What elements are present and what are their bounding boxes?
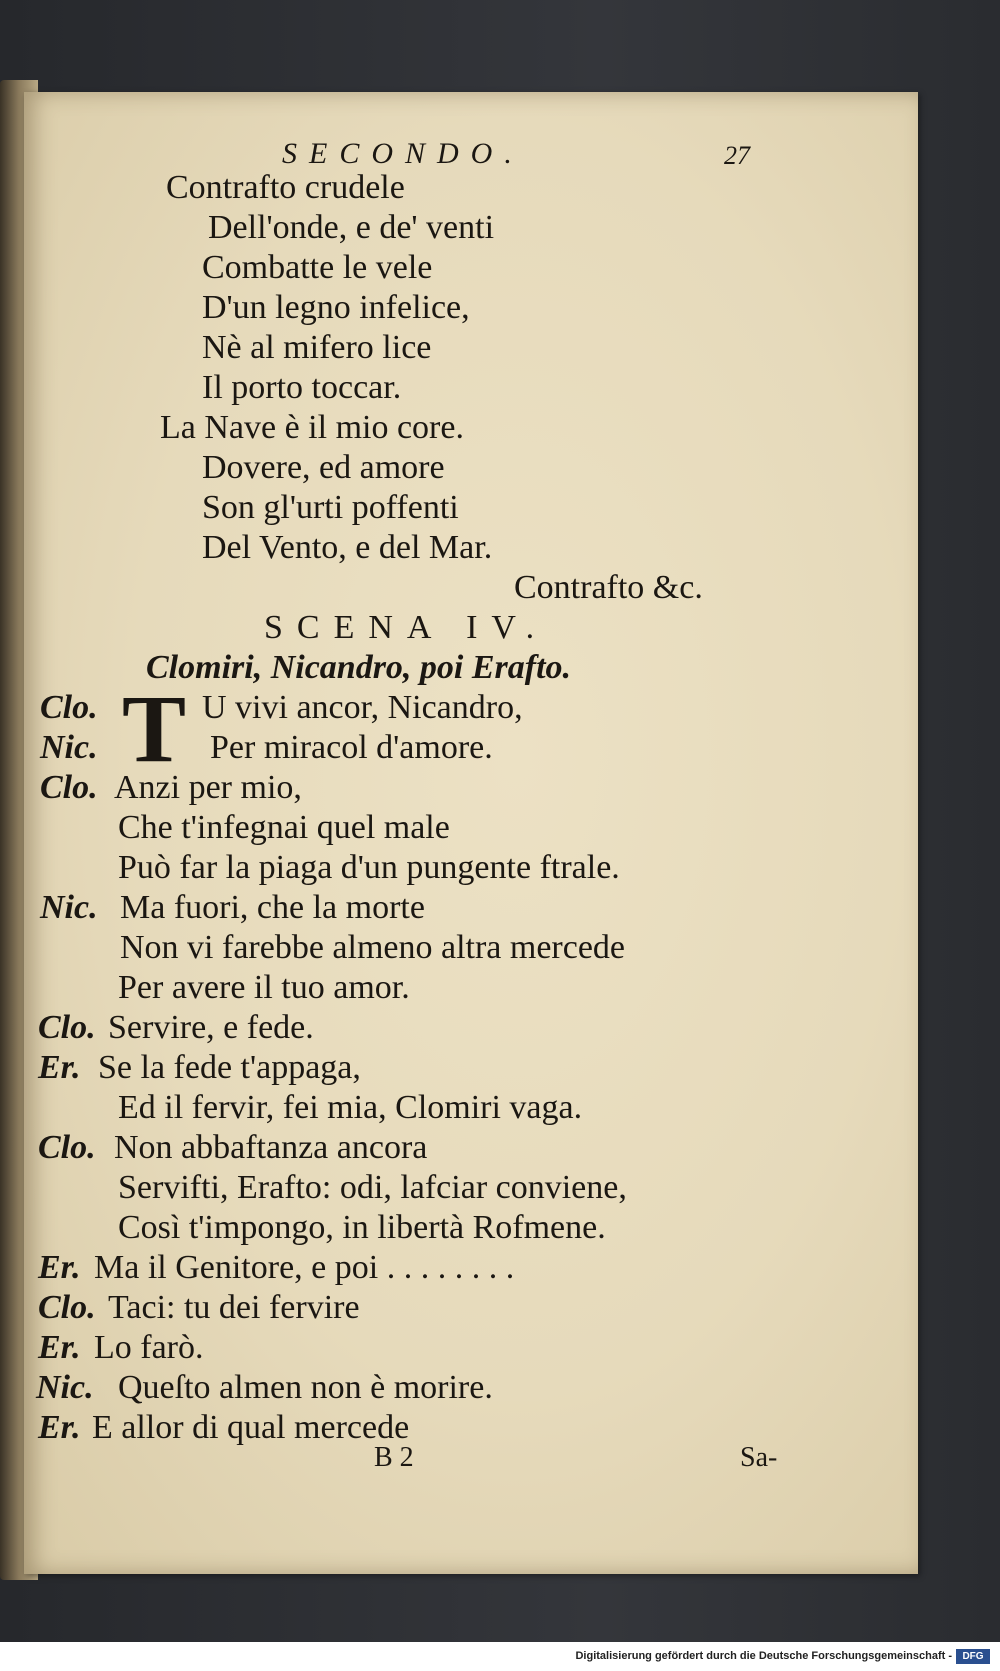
catchword: Sa- <box>740 1442 778 1473</box>
page-number: 27 <box>724 141 750 170</box>
speaker-label: Clo. <box>38 1009 96 1046</box>
aria-line: Contrafto crudele <box>166 169 405 206</box>
dialogue-line: Servire, e fede. <box>108 1009 314 1046</box>
dfg-logo-icon: DFG <box>956 1649 990 1664</box>
speaker-label: Clo. <box>38 1289 96 1326</box>
running-head: SECONDO. <box>282 137 524 170</box>
dialogue-line: Ed il fervir, fei mia, Clomiri vaga. <box>118 1089 583 1126</box>
speaker-label: Er. <box>38 1249 81 1286</box>
dialogue-line: Queſto almen non è morire. <box>118 1369 493 1406</box>
dialogue-line: Può far la piaga d'un pungente ftrale. <box>118 849 620 886</box>
speaker-label: Nic. <box>40 729 98 766</box>
dialogue-line: Se la fede t'appaga, <box>98 1049 361 1086</box>
speaker-label: Nic. <box>40 889 98 926</box>
aria-line: D'un legno infelice, <box>202 289 470 326</box>
dialogue-line: E allor di qual mercede <box>92 1409 410 1446</box>
speaker-label: Clo. <box>38 1129 96 1166</box>
footer-credit: Digitalisierung gefördert durch die Deutsche Forschungsgemeinschaft - <box>575 1650 952 1662</box>
dialogue-line: Che t'infegnai quel male <box>118 809 450 846</box>
scene-heading: SCENA IV. <box>264 609 549 646</box>
dialogue-line: Taci: tu dei fervire <box>108 1289 360 1326</box>
aria-line: Dovere, ed amore <box>202 449 445 486</box>
dialogue-line: Per avere il tuo amor. <box>118 969 410 1006</box>
speaker-label: Er. <box>38 1329 81 1366</box>
dialogue-line: Servifti, Erafto: odi, lafciar conviene, <box>118 1169 627 1206</box>
speaker-label: Nic. <box>36 1369 94 1406</box>
book-page <box>24 92 918 1574</box>
dialogue-line: U vivi ancor, Nicandro, <box>202 689 523 726</box>
dialogue-line: Ma il Genitore, e poi . . . . . . . . <box>94 1249 515 1286</box>
aria-line: Dell'onde, e de' venti <box>208 209 495 246</box>
dialogue-line: Lo farò. <box>94 1329 204 1366</box>
dialogue-line: Per miracol d'amore. <box>210 729 493 766</box>
speaker-label: Clo. <box>40 689 98 726</box>
aria-line: Son gl'urti poffenti <box>202 489 459 526</box>
dialogue-line: Anzi per mio, <box>114 769 302 806</box>
aria-line: Nè al mifero lice <box>202 329 432 366</box>
dialogue-line: Non vi farebbe almeno altra mercede <box>120 929 626 966</box>
digitization-footer <box>0 1642 1000 1671</box>
aria-line: Contrafto &c. <box>514 569 703 606</box>
aria-line: Il porto toccar. <box>202 369 402 406</box>
speaker-label: Clo. <box>40 769 98 806</box>
drop-cap: T <box>122 675 187 782</box>
aria-line: Combatte le vele <box>202 249 433 286</box>
aria-line: Del Vento, e del Mar. <box>202 529 493 566</box>
speaker-label: Er. <box>38 1049 81 1086</box>
dialogue-line: Ma fuori, che la morte <box>120 889 425 926</box>
scene-characters: Clomiri, Nicandro, poi Erafto. <box>146 649 572 686</box>
speaker-label: Er. <box>38 1409 81 1446</box>
aria-line: La Nave è il mio core. <box>160 409 464 446</box>
dialogue-line: Non abbaftanza ancora <box>114 1129 428 1166</box>
signature-mark: B 2 <box>374 1442 414 1473</box>
dialogue-line: Così t'impongo, in libertà Rofmene. <box>118 1209 606 1246</box>
